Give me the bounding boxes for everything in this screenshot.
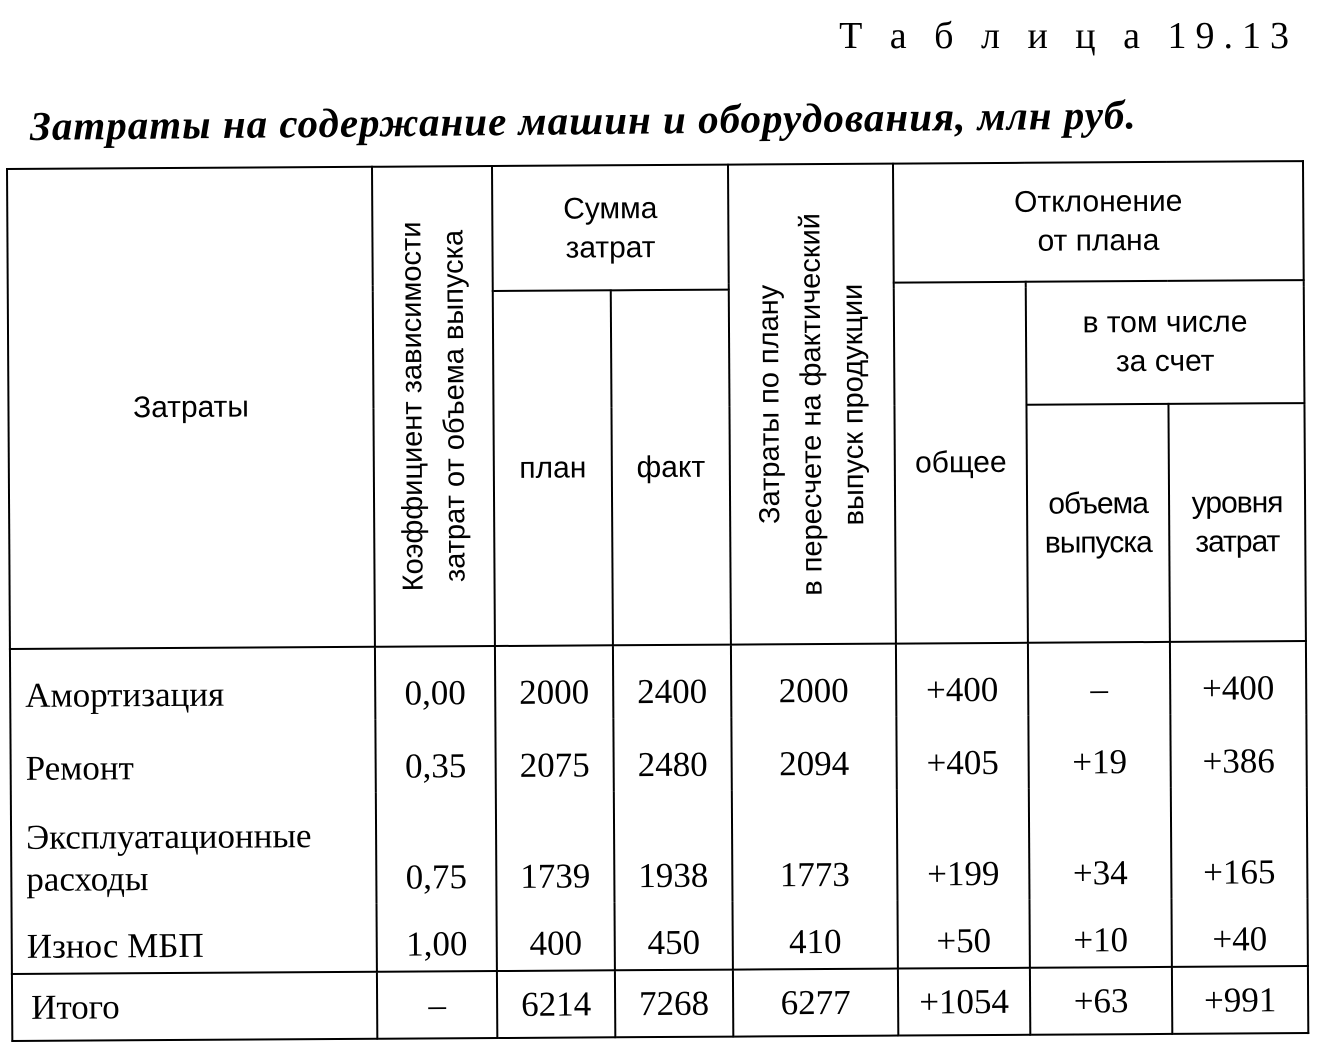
row-total-deviation: +50: [898, 900, 1030, 969]
row-level-deviation: +386: [1170, 714, 1306, 787]
row-plan: 400: [496, 902, 614, 971]
header-including: [1026, 280, 1305, 405]
cost-table: [6, 160, 1309, 1042]
row-recalc: 2000: [731, 643, 896, 718]
header-total-deviation: общее: [894, 282, 1028, 644]
total-recalc: 6277: [733, 969, 898, 1037]
header-recalc: [728, 164, 896, 645]
table-row: [10, 714, 1306, 794]
header-fact: факт: [611, 290, 731, 646]
row-fact: 2480: [613, 718, 731, 791]
row-level-deviation: +40: [1172, 898, 1308, 967]
header-costs: Затраты: [7, 167, 375, 649]
header-sum: [492, 165, 729, 291]
row-total-deviation: +400: [896, 643, 1028, 717]
header-volume: [1026, 404, 1169, 643]
header-coefficient-line1: Коэффициент зависимости: [395, 221, 430, 592]
row-coefficient: 0,35: [375, 719, 495, 792]
header-coefficient-line2: затрат от объема выпуска: [437, 230, 472, 583]
row-name: [11, 793, 377, 906]
table-title: Затраты на содержание машин и оборудования, млн руб.: [29, 91, 1137, 149]
header-recalc-line3: выпуск продукции: [837, 282, 871, 525]
total-level-deviation: +991: [1172, 966, 1308, 1033]
header-plan: план: [493, 290, 613, 646]
header-level: [1168, 403, 1305, 642]
header-including-line2: за счет: [1115, 345, 1215, 379]
total-total-deviation: +1054: [898, 968, 1030, 1035]
row-coefficient: 0,75: [376, 792, 497, 904]
header-deviation-line1: Отклонение: [1013, 185, 1183, 220]
row-total-deviation: +405: [896, 716, 1028, 789]
row-name: Износ МБП: [12, 904, 377, 975]
row-volume-deviation: +10: [1030, 899, 1172, 968]
header-volume-line1: объема: [1048, 486, 1148, 521]
row-coefficient: 0,00: [375, 646, 495, 720]
row-plan: 1739: [496, 791, 615, 903]
row-name-line2: расходы: [26, 858, 149, 899]
row-name: Ремонт: [10, 720, 375, 795]
table-row: [12, 898, 1308, 974]
total-fact: 7268: [615, 970, 733, 1037]
row-name-line1: Эксплуатационные: [25, 816, 312, 858]
table-row: [11, 787, 1308, 906]
row-recalc: 2094: [731, 717, 896, 791]
row-fact: 1938: [614, 791, 733, 903]
total-plan: 6214: [497, 971, 615, 1038]
header-level-line1: уровня: [1191, 486, 1283, 520]
header-deviation: [893, 161, 1304, 282]
row-fact: 2400: [613, 644, 731, 718]
table-number: Т а б л и ц а 19.13: [839, 15, 1298, 57]
header-level-line2: затрат: [1195, 525, 1280, 559]
row-recalc: 1773: [732, 790, 898, 902]
row-level-deviation: +400: [1170, 641, 1306, 715]
total-row: [12, 966, 1308, 1040]
row-volume-deviation: +34: [1029, 788, 1172, 900]
row-name: Амортизация: [10, 647, 375, 723]
row-volume-deviation: –: [1028, 642, 1170, 716]
row-volume-deviation: +19: [1028, 715, 1170, 788]
row-plan: 2000: [495, 645, 613, 719]
row-recalc: 410: [733, 900, 898, 970]
header-sum-line2: затрат: [565, 230, 656, 265]
row-plan: 2075: [495, 719, 613, 792]
header-including-line1: в том числе: [1082, 305, 1248, 340]
total-name: Итого: [12, 972, 377, 1041]
row-coefficient: 1,00: [377, 903, 497, 972]
header-deviation-line2: от плана: [1037, 224, 1160, 259]
header-recalc-line1: Затраты по плану: [753, 284, 787, 524]
table-row: [10, 641, 1306, 722]
row-total-deviation: +199: [897, 789, 1030, 901]
row-level-deviation: +165: [1171, 787, 1308, 899]
header-recalc-line2: в пересчете на фактический: [794, 212, 830, 596]
header-coefficient: [372, 166, 495, 647]
row-fact: 450: [614, 901, 732, 970]
total-coefficient: –: [377, 971, 497, 1038]
total-volume-deviation: +63: [1030, 967, 1172, 1034]
header-volume-line2: выпуска: [1044, 525, 1152, 560]
header-sum-line1: Сумма: [563, 191, 658, 226]
